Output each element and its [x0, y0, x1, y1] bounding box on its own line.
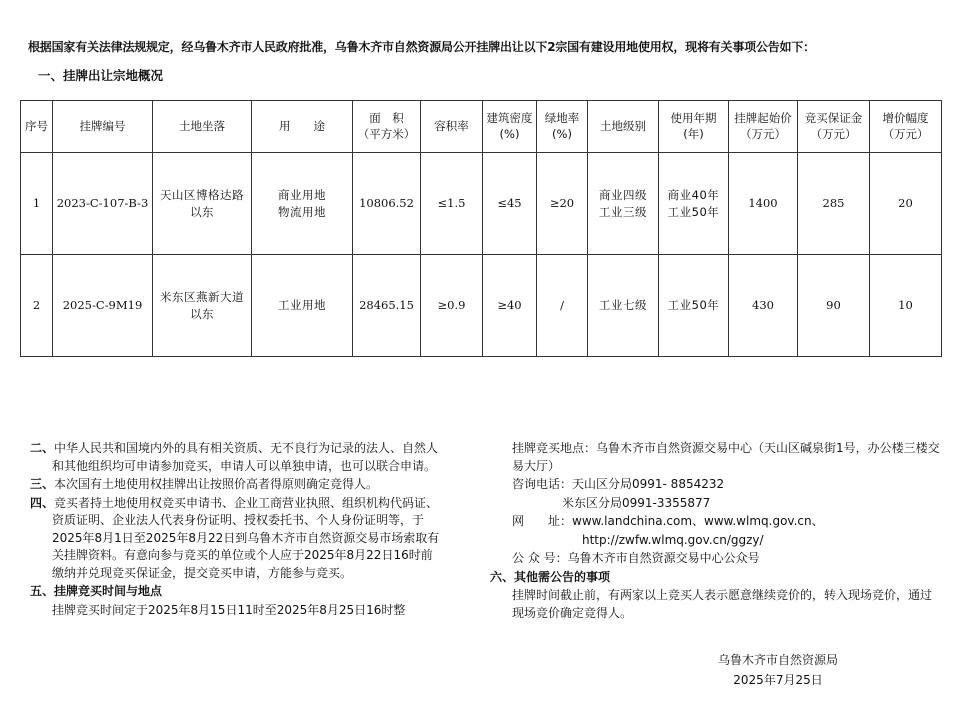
land-parcel-table [20, 100, 942, 357]
section-6-text: 挂牌时间截止前，有两家以上竞买人表示愿意继续竞价的，转入现场竞价，通过现场竞价确定竞得人。 [512, 588, 933, 620]
cell-term: 商业40年 工业50年 [659, 153, 729, 255]
section-2-label: 二、 [30, 441, 55, 455]
cell-use: 工业用地 [252, 255, 353, 357]
header-use: 用 途 [252, 101, 353, 153]
website-line [490, 513, 940, 531]
left-column [30, 440, 440, 620]
cell-density: ≥40 [483, 255, 537, 357]
header-grade: 土地级别 [588, 101, 659, 153]
cell-use: 商业用地 物流用地 [252, 153, 353, 255]
header-area: 面 积 （平方米） [353, 101, 421, 153]
table-header-row [21, 101, 942, 153]
website-links[interactable]: www.landchina.com、www.wlmq.gov.cn、 [572, 514, 824, 528]
table-row [21, 153, 942, 255]
cell-increment: 10 [870, 255, 942, 357]
signature-date: 2025年7月25日 [733, 673, 823, 687]
cell-no: 1 [21, 153, 53, 255]
bid-place: 挂牌竞买地点：乌鲁木齐市自然资源交易中心（天山区碱泉街1号，办公楼三楼交易大厅） [512, 441, 940, 473]
cell-grade: 商业四级 工业三级 [588, 153, 659, 255]
cell-far: ≥0.9 [421, 255, 483, 357]
header-term: 使用年期(年) [659, 101, 729, 153]
section-5-title: 五、挂牌竞买时间与地点 [30, 584, 163, 598]
signature-block [718, 650, 838, 690]
cell-green: ≥20 [537, 153, 588, 255]
cell-area: 10806.52 [353, 153, 421, 255]
cell-area: 28465.15 [353, 255, 421, 357]
section-4-text: 竞买者持土地使用权竞买申请书、企业工商营业执照、组织机构代码证、资质证明、企业法人代表身份证明、授权委托书、个人身份证明等，于2025年8月1日至2025年8月22日到乌鲁木齐市自然资源交易市场索取有关挂牌资料。有意向参与竞买的单位或个人应于2025年8月22日16时前缴纳并兑现竞买保证金，提交竞买申请，方能参与竞买。 [52, 495, 440, 580]
section-4-label: 四、 [30, 495, 55, 510]
section-1-title: 一、挂牌出让宗地概况 [38, 68, 164, 83]
cell-code: 2023-C-107-B-3 [53, 153, 153, 255]
cell-deposit: 285 [798, 153, 870, 255]
website-label: 网 址： [512, 514, 573, 528]
cell-increment: 20 [870, 153, 942, 255]
section-3-text: 本次国有土地使用权挂牌出让按照价高者得原则确定竞得人。 [54, 477, 379, 491]
section-3-label: 三、 [30, 477, 55, 491]
section-4 [30, 495, 440, 583]
header-location: 土地坐落 [153, 101, 252, 153]
header-code: 挂牌编号 [53, 101, 153, 153]
header-start-price: 挂牌起始价 （万元） [729, 101, 798, 153]
section-3 [30, 476, 440, 494]
header-far: 容积率 [421, 101, 483, 153]
phone-tianshan: 咨询电话：天山区分局0991- 8854232 [512, 477, 725, 491]
cell-grade: 工业七级 [588, 255, 659, 357]
announcement-intro: 根据国家有关法律法规规定，经乌鲁木齐市人民政府批准，乌鲁木齐市自然资源局公开挂牌出让以下2宗国有建设用地使用权，现将有关事项公告如下： [28, 40, 815, 54]
header-no: 序号 [21, 101, 53, 153]
header-deposit: 竞买保证金 （万元） [798, 101, 870, 153]
signature-org: 乌鲁木齐市自然资源局 [718, 653, 839, 667]
header-density: 建筑密度 (%) [483, 101, 537, 153]
header-increment: 增价幅度 （万元） [870, 101, 942, 153]
cell-start-price: 430 [729, 255, 798, 357]
section-2 [30, 440, 440, 475]
cell-density: ≤45 [483, 153, 537, 255]
header-green: 绿地率 (%) [537, 101, 588, 153]
cell-code: 2025-C-9M19 [53, 255, 153, 357]
wechat-account: 公 众 号：乌鲁木齐市自然资源交易中心公众号 [512, 551, 760, 565]
cell-no: 2 [21, 255, 53, 357]
cell-far: ≤1.5 [421, 153, 483, 255]
cell-location: 天山区博格达路 以东 [153, 153, 252, 255]
section-2-text: 中华人民共和国境内外的具有相关资质、无不良行为记录的法人、自然人和其他组织均可申请参加竞买，申请人可以单独申请，也可以联合申请。 [52, 441, 439, 473]
cell-start-price: 1400 [729, 153, 798, 255]
cell-location: 米东区燕新大道 以东 [153, 255, 252, 357]
section-5-time: 挂牌竞买时间定于2025年8月15日11时至2025年8月25日16时整 [52, 602, 406, 617]
section-6-title: 六、其他需公告的事项 [490, 569, 611, 584]
table-row [21, 255, 942, 357]
cell-term: 工业50年 [659, 255, 729, 357]
cell-green: / [537, 255, 588, 357]
cell-deposit: 90 [798, 255, 870, 357]
right-column [490, 440, 940, 623]
website-link-2[interactable]: http://zwfw.wlmq.gov.cn/ggzy/ [582, 532, 764, 547]
phone-midong: 米东区分局0991-3355877 [562, 495, 711, 510]
